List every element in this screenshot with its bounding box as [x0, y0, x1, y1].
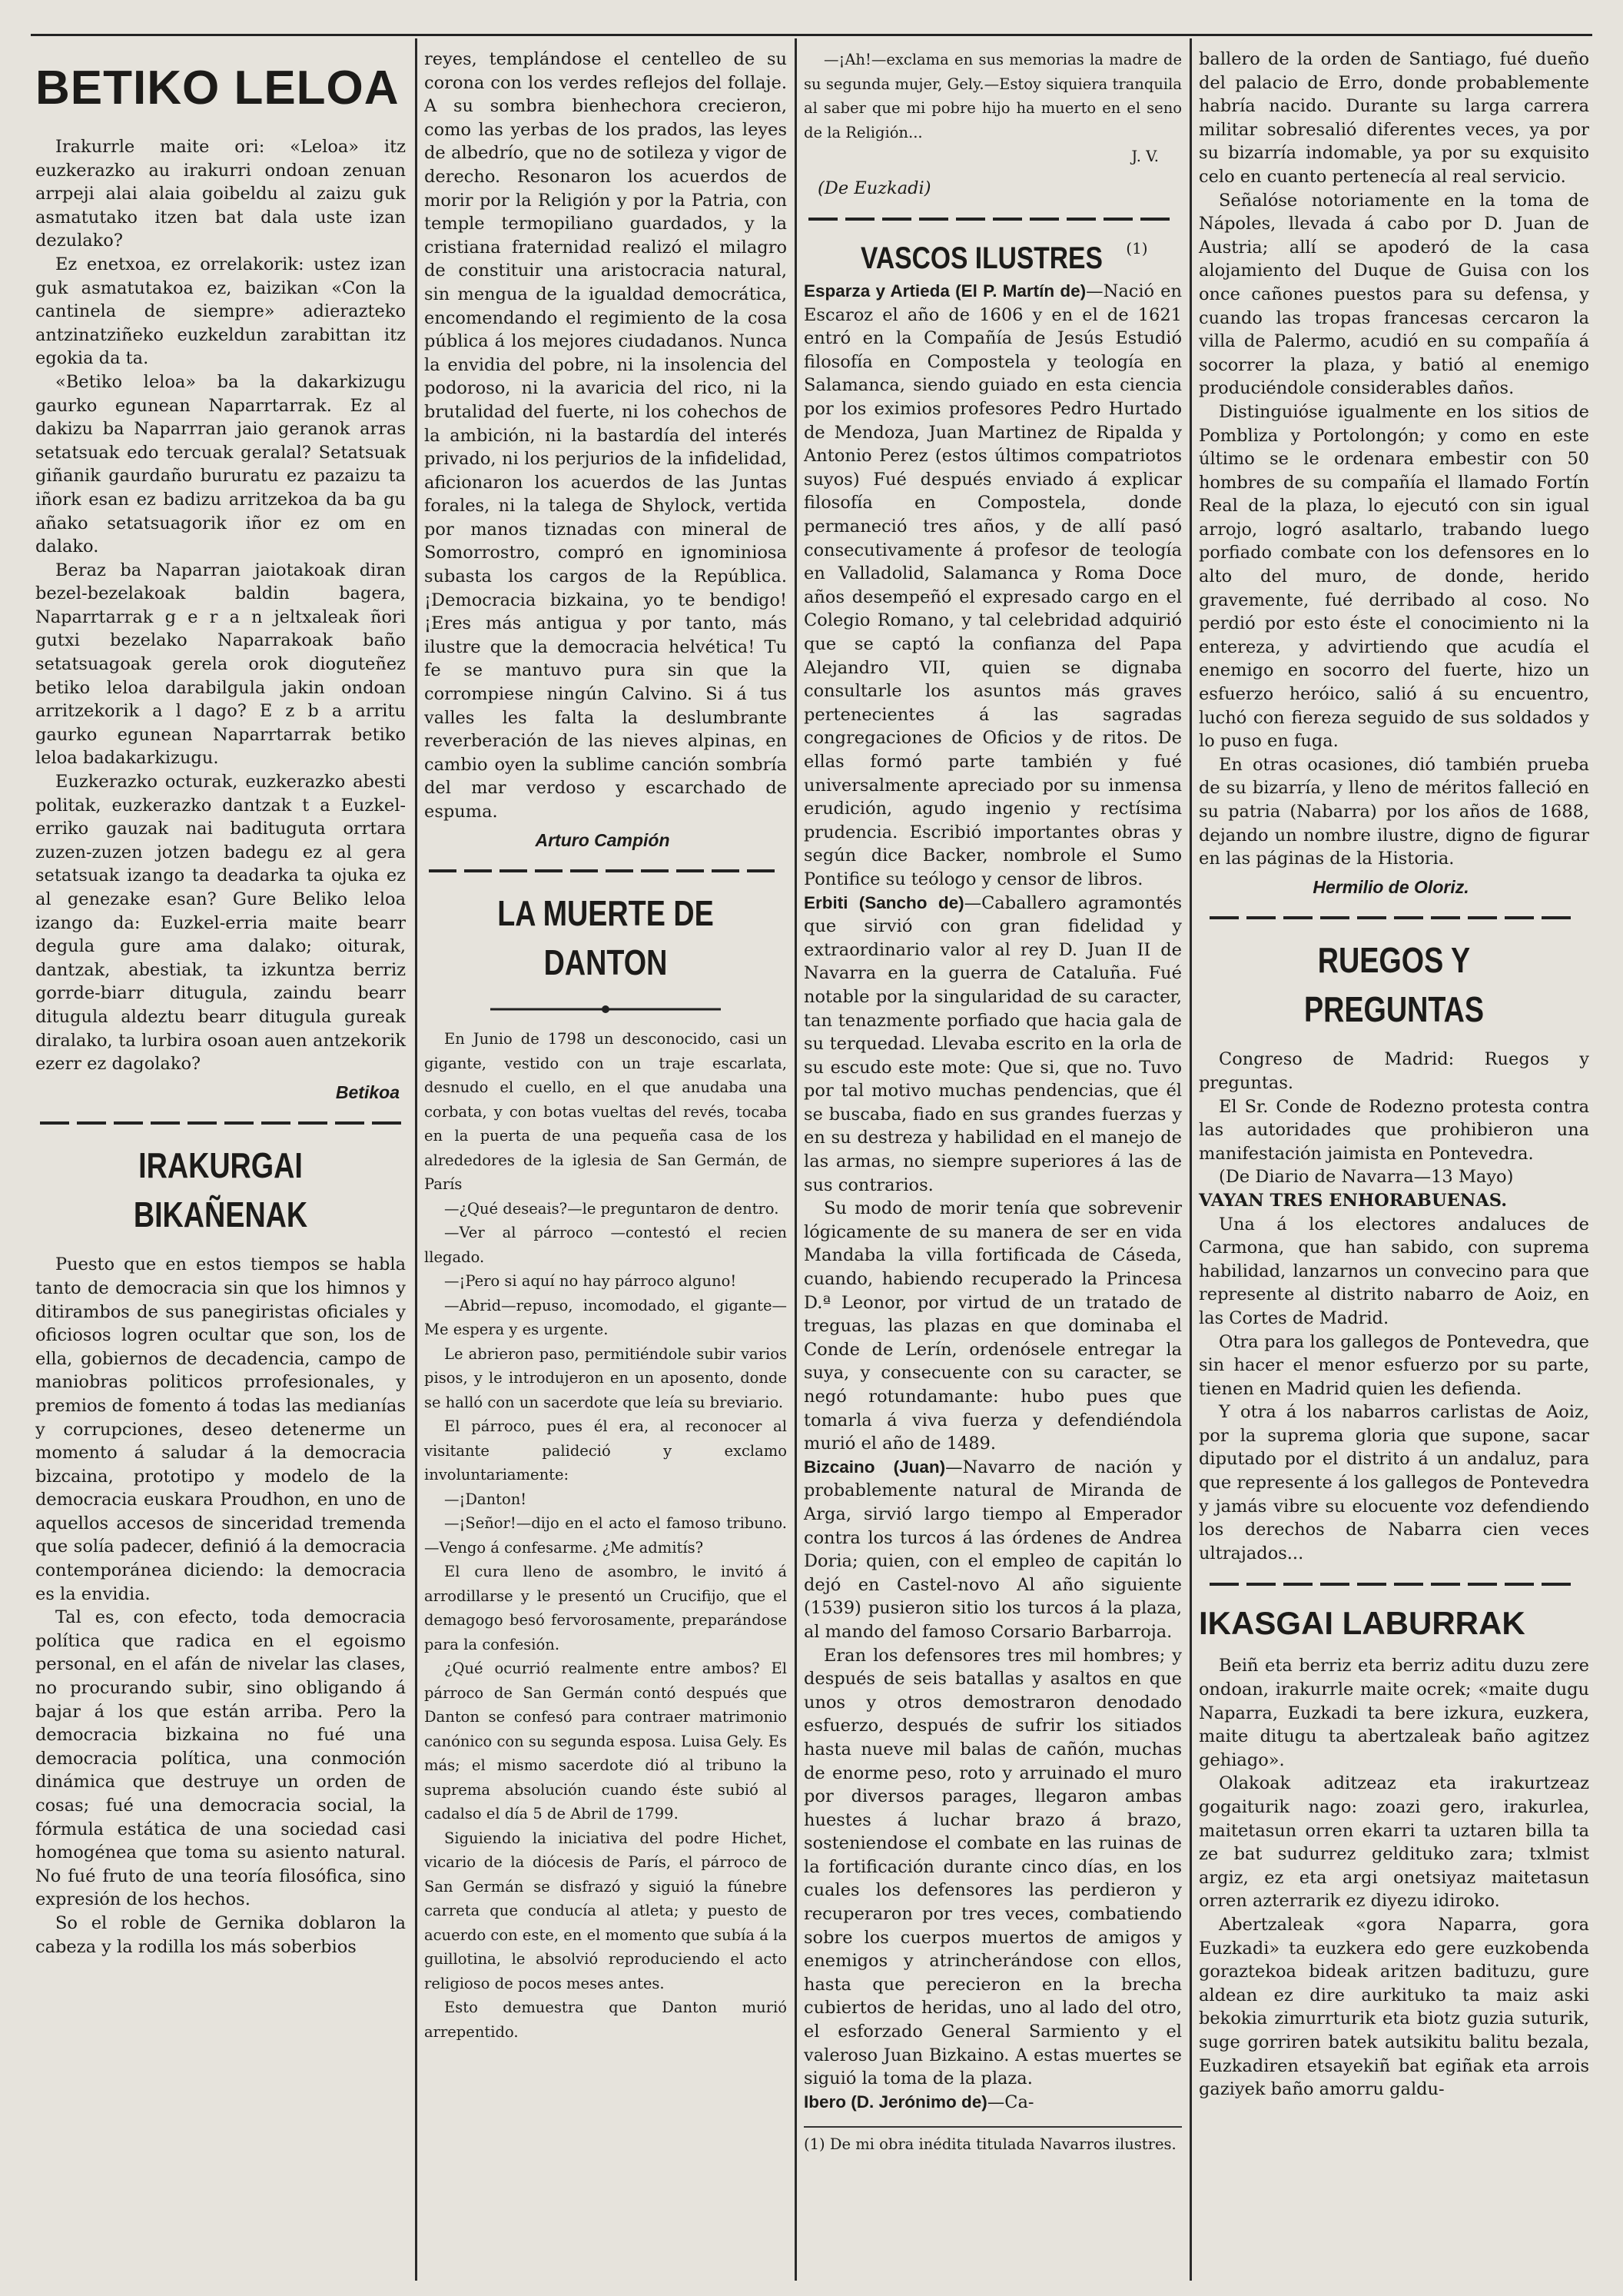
paragraph: —¡Danton!: [444, 1490, 527, 1508]
headline-irakurgai-bikanenak: IRAKURGAI BIKAÑENAK: [133, 1145, 308, 1235]
column-rule: [415, 38, 417, 2281]
paragraph: Euzkerazko octurak, euzkerazko abesti politak, euzkerazko dantzak t a Euzkel-erriko gauzak nai badituguta orrtara zuzen-zuzen jotzen badegu ez al gera setatsuak izango ta deadarka ta ojuka ez al genezake esan? Gure Beliko leloa izango da: Euzkel-erria maite bearr degula gure ama dalako; oiturak, dantzak, abestiak, ta izkuntza berriz gorrde-biarr ditugula, zaindu bearr ditugula aldeztu bearr ditugula gureak diralako, ta lurbira osoan auen antzekorik ezerr ez dagolako?: [35, 772, 406, 1075]
paragraph: Le abrieron paso, permitiéndole subir varios pisos, y le introdujeron en un aposento, donde se halló con un sacerdote que leía su breviario.: [424, 1344, 787, 1411]
column-1: [31, 48, 410, 2281]
quote: —¡Ah!—exclama en sus memorias la madre de su segunda mujer, Gely.—Estoy siquiera tranquila al saber que mi pobre hijo ha muerto en el seno de la Religión...: [804, 51, 1182, 141]
paragraph: En otras ocasiones, dió también prueba de su bizarría, y lleno de méritos falleció en su patria (Nabarra) por los años de 1688, dejando un nombre ilustre, digno de figurar en las páginas de la Historia.: [1199, 754, 1589, 869]
paragraph: —¡Pero si aquí no hay párroco alguno!: [444, 1272, 737, 1291]
ornament-divider: [424, 1001, 787, 1018]
entry-paragraph: [804, 280, 1182, 891]
headline-vascos-ilustres: VASCOS ILUSTRES: [861, 241, 1104, 276]
paragraph: Siguiendo la iniciativa del podre Hichet, vicario de la diócesis de París, el párroco de San Germán se disfrazó y siguió la fúnebre carreta que conducía al atleta; y puesto de acuerdo con este, en el momento que subía á la guillotina, le absolvió reproduciendo el acto religioso de pocos meses antes.: [424, 1829, 787, 1992]
entry-name: Bizcaino (Juan): [804, 1457, 946, 1477]
quote-signature: J. V.: [1131, 148, 1159, 165]
entry-name: Esparza y Artieda (El P. Martín de): [804, 281, 1087, 301]
paragraph: So el roble de Gernika doblaron la cabeza y la rodilla los más soberbios: [35, 1912, 406, 1957]
top-rule: [31, 34, 1592, 36]
headline-la-muerte-de-danton: LA MUERTE DE DANTON: [497, 893, 714, 983]
entry-paragraph: [804, 2091, 1182, 2115]
paragraph: reyes, templándose el centelleo de su corona con los verdes reflejos del follaje. A su sombra bienhechora crecieron, como las yerbas de los prados, las leyes de albedrío, que no de sotileza y vigor de derecho. Resonaron los acuerdos de morir por la Religión y por la Patria, con temple termopiliano guardados, y la cristiana fraternidad realizó el milagro de constituir una aristocracia natural, sin mengua de la igualdad democrática, encomendando el regimiento de la cosa pública á los mejores ciudadanos. Nunca la envidia del pobre, ni la insolencia del podoroso, ni la avaricia del rico, ni la brutalidad del fuerte, ni los cohechos de la ambición, ni la bastardía del interés privado, ni los perjurios de la infidelidad, aficionaron los acuerdos de las Juntas forales, ni la talega de Shylock, vertida por manos tiznadas con mineral de Somorrostro, compró en ignominiosa subasta los cargos de la República. ¡Democracia bizkaina, yo te bendigo! ¡Eres más antigua y por tanto, más ilustre que la democracia helvética! Tu fe se mantuvo pura sin que la corrompiese ningún Calvino. Si á tus valles les falta la deslumbrante reverberación de las nieves alpinas, en cambio oyen la sublime canción sombría del mar verdoso y escarchado de espuma.: [424, 49, 787, 822]
column-2: [420, 48, 792, 2281]
paragraph: Esto demuestra que Danton murió arrepentido.: [424, 1999, 787, 2041]
paragraph: Y otra á los nabarros carlistas de Aoiz, por la suprema gloria que supone, sacar diputado por el distrito á un andaluz, para que represente á los gallegos de Pontevedra y jamás vibre su elocuente voz defendiendo los derechos de Nabarra cien veces ultrajados...: [1199, 1402, 1589, 1563]
paragraph: Abertzaleak «gora Naparra, gora Euzkadi» ta euzkera edo gere euzkobenda goraztekoa bideak aritzen badituzu, gure aldean ez dire aurkituko ta maiz aski bekokia zimurrturik eta biotz guzia suturik, suge gorriren batek autsikitu balitu bezala, Euzkadiren etsayekiñ bat egiñak eta arrois gaziyek baño amorru galdu-: [1199, 1914, 1589, 2100]
entry-text: —Navarro de nación y probablemente natural de Miranda de Arga, sirvió largo tiempo al Emperador contra los turcos á las órdenes de Andrea Doria; quien, con el empleo de capitán lo dejó en Castel-novo Al año siguiente (1539) pusieron sitio los turcos á la plaza, al mando del famoso Corsario Barbarroja.: [804, 1457, 1182, 1642]
paragraph: ¿Qué ocurrió realmente entre ambos? El párroco de San Germán contó después que Danton se confesó para contraer matrimonio canónico con su segunda esposa. Luisa Gely. Es más; el mismo sacerdote dió al tribuno la suprema absolución cuando éste subió al cadalso el día 5 de Abril de 1799.: [424, 1660, 787, 1823]
entry-paragraph: [804, 1644, 1182, 2091]
paragraph: Beiñ eta berriz eta berriz aditu duzu zere ondoan, irakurrle maite ocrek; «maite dugu Naparra, Euzkadi ta bere izkura, euzkera, maite ditugu ta abertzaleak baño agitzez gehiago».: [1199, 1656, 1589, 1770]
entry-text: —Caballero agramontés que sirvió con gran fidelidad y extraordinario valor al rey D. Juan II de Navarra en la guerra de Cataluña. Fué notable por la singularidad de su caracter, tan tenazmente porfiado que hacia gala de su terquedad. Llevaba escrito en la orla de su escudo este mote: Que si, que no. Tuvo por tal motivo muchas pendencias, que él se buscaba, fiado en sus grandes fuerzas y en su destreza y habilidad en el manejo de las armas, no siempre superiores á las de sus contrarios.: [804, 892, 1183, 1195]
paragraph: El cura lleno de asombro, le invitó á arrodillarse y le presentó un Crucifijo, que el demagogo besó fervorosamente, preparándose para la confesión.: [424, 1563, 787, 1653]
paragraph: Beraz ba Naparran jaiotakoak diran bezel-bezelakoak baldin bagera, Naparrtarrak g e r a n jeltxaleak ñori gutxi bezelako Naparrakoak baño setatsuagoak gerela orok dioguteñez betiko leloa darabilgula jakin ondoan arritzekorik a l dago? E z b a arritu gaurko egunean Naparrtarrak betiko leloa badakarkizugu.: [35, 560, 406, 769]
paragraph: —¡Señor!—dijo en el acto el famoso tribuno.—Vengo á confesarme. ¿Me admitís?: [424, 1514, 787, 1557]
column-rule: [1190, 38, 1192, 2281]
entry-name: Ibero (D. Jerónimo de): [804, 2092, 987, 2112]
paragraph: Olakoak aditzeaz eta irakurtzeaz gogaiturik nago: zoazi gero, irakurlea, maitetasun orren ekarri ta uztaren billa ta ze bat sudurrez geldituko zara; txlmist argiz, ez eta argi onetsiyaz maitetasun orren azterrarik ez diyezu idiroko.: [1199, 1773, 1589, 1912]
entry-name: Erbiti (Sancho de): [804, 892, 964, 912]
paragraph: —Abrid—repuso, incomodado, el gigante—Me espera y es urgente.: [424, 1296, 787, 1339]
paragraph: Otra para los gallegos de Pontevedra, que sin hacer el menor esfuerzo por su parte, tienen en Madrid quien les defienda.: [1199, 1331, 1589, 1399]
ornament-divider: [1199, 909, 1589, 926]
entry-paragraph: [804, 1456, 1182, 1644]
headline-ikasgai-laburrak: IKASGAI LABURRAK: [1199, 1605, 1525, 1642]
paragraph: Una á los electores andaluces de Carmona, que han sabido, con suprema habilidad, lanzarnos un convecino para que represente al distrito nabarro de Aoiz, en las Cortes de Madrid.: [1199, 1214, 1589, 1328]
entry-text: Eran los defensores tres mil hombres; y después de seis batallas y asaltos en que unos y otros demostraron denodado esfuerzo, después de sufrir los sitiados hasta nueve mil balas de cañón, muchas de enorme peso, roto y arruinado el muro por diversos parages, llegaron ambas huestes á luchar brazo á brazo, sosteniendose el combate en las ruinas de la fortificación durante cinco días, en los cuales los defensores las perdieron y recuperaron por tres veces, combatiendo sobre los cuerpos muertos de amigos y enemigos y atrincherándose con ellos, hasta que perecieron en la brecha cubiertos de heridas, uno al lado del otro, el esforzado General Sarmiento y el valeroso Juan Bizkaino. A estas muertes se siguió la toma de la plaza.: [804, 1645, 1182, 2089]
footnote: (1) De mi obra inédita titulada Navarros ilustres.: [804, 2126, 1182, 2157]
paragraph: Distinguióse igualmente en los sitios de Pombliza y Portolongón; y como en este último se le ordenara embestir con 50 hombres de su compañía el llamado Fortín Real de la plaza, lo ejecutó con sin igual arrojo, logró asaltarlo, trabando luego porfiado combate con los defensores en lo alto del muro, de donde, herido gravemente, fué derribado al coso. No perdió por esto éste el conocimiento ni la entereza, y advirtiendo que acudía el enemigo en socorro del fuerte, hizo un esfuerzo heróico, salió á su encuentro, luchó con fiereza seguido de sus soldados y lo puso en fuga.: [1199, 401, 1589, 752]
signature: Arturo Campión: [535, 829, 670, 850]
ornament-divider: [804, 211, 1182, 228]
signature: Hermilio de Oloriz.: [1313, 876, 1469, 897]
entry-paragraph: [804, 892, 1182, 1198]
paragraph: El Sr. Conde de Rodezno protesta contra las autoridades que prohibieron una manifestación jaimista en Pontevedra.: [1199, 1096, 1589, 1164]
headline-betiko-leloa: BETIKO LELOA: [35, 61, 400, 115]
subheading: VAYAN TRES ENHORABUENAS.: [1199, 1190, 1508, 1211]
paragraph: Congreso de Madrid: Ruegos y preguntas.: [1199, 1049, 1589, 1093]
entry-text: Su modo de morir tenía que sobrevenir lógicamente de su manera de ser en vida Mandaba la villa fortificada de Cáseda, cuando, habiendo recuperado la Princesa D.ª Leonor, por virtud de un tratado de treguas, las plazas en que dominaba el Conde de Lerín, ordenósele entregar la suya, y consecuente con su caracter, se negó rotundamante: hubo pues que tomarla á viva fuerza y defendiéndola murió el año de 1489.: [804, 1198, 1182, 1454]
paragraph: Puesto que en estos tiempos se habla tanto de democracia sin que los himnos y ditirambos de sus panegiristas oficiales y oficiosos logren ocultar que son, los de ella, gobiernos de decadencia, campo de maniobras politicos prrofesionales, y premios de fomento á todas las medianías y corrupciones, deseo detenerme un momento á saludar á la democracia bizcaina, prototipo y modelo de la democracia euskara Proudhon, en uno de aquellos accesos de sinceridad tremenda que solía padecer, definió á la democracia contemporánea diciendo: la democracia es la envidia.: [35, 1254, 406, 1604]
entry-text: —Nació en Escaroz el año de 1606 y en el de 1621 entró en la Compañía de Jesús Estudió filosofía en Compostela y teología en Salamanca, siendo guiado en esta ciencia por los eximios profesores Pedro Hurtado de Mendoza, Juan Martinez de Ripalda y Antonio Perez (estos últimos compatriotos suyos) Fué después enviado á explicar filosofía en Compostela, donde permaneció tres años, y de allí pasó consecutivamente á profesor de teología en Valladolid, Salamanca y Roma Doce años desempeñó el expresado cargo en el Colegio Romano, y tal celebridad adquirió que se captó la confianza del Papa Alejandro VII, quien se dignaba consultarle los asuntos más graves pertenecientes á las sagradas congregaciones de Oficios y de ritos. De ellas formó parte también y fué universalmente apreciado por su inmensa erudición, agudo ingenio y rectísima prudencia. Escribió importantes obras y según dice Backer, nombrole el Sumo Pontifice su teólogo y censor de libros.: [804, 281, 1182, 889]
headline-ruegos-y-preguntas: RUEGOS Y PREGUNTAS: [1303, 940, 1485, 1030]
signature: Betikoa: [335, 1082, 400, 1102]
paragraph: «Betiko leloa» ba la dakarkizugu gaurko egunean Naparrtarrak. Ez al dakizu ba Naparrran jaio geranok arras setatsuak edo tercuak geralal? Setatsuak giñanik gaurdaño bururatu ez pazaizu ta iñork esan ez badizu arritzekoa da ba gu añako setatsuagorik iñor ez om en dalako.: [35, 371, 406, 557]
paragraph: (De Diario de Navarra—13 Mayo): [1219, 1167, 1514, 1188]
paragraph: Señalóse notoriamente en la toma de Nápoles, llevada á cabo por D. Juan de Austria; allí se apoderó de la casa alojamiento del Duque de Guisa con los once cañones puestos para su defensa, y cuando las tropas francesas cercaron la villa de Palermo, acudió en su compañía á socorrer la plaza, y batió al enemigo produciéndole considerables daños.: [1199, 190, 1589, 399]
ornament-divider: [424, 862, 787, 879]
source-line: (De Euzkadi): [818, 178, 931, 198]
column-rule: [795, 38, 797, 2281]
ornament-divider: [35, 1115, 406, 1131]
column-4: [1194, 48, 1594, 2281]
footnote-marker: (1): [1126, 239, 1148, 258]
paragraph: En Junio de 1798 un desconocido, casi un gigante, vestido con un traje escarlata, desnudo el cuello, en el que anudaba una corbata, y con botas vueltas del revés, tocaba en la puerta de una pequeña casa de los alrededores de la iglesia de San Germán, de París: [424, 1030, 787, 1194]
entry-text: —Ca-: [987, 2092, 1034, 2112]
paragraph: ballero de la orden de Santiago, fué dueño del palacio de Erro, donde probablemente habría nacido. Durante su larga carrera militar sobresalió diferentes veces, ya por su bizarría indomable, ya por su exquisito celo en cuanto pertenecía al real servicio.: [1199, 49, 1589, 187]
headline-wrap: [804, 237, 1182, 280]
paragraph: Ez enetxoa, ez orrelakorik: ustez izan guk asmatutakoa ez, baizikan «Con la cantinela de siempre» adierazteko antzinatziñeko euzkeldun zarabittan itz egokia da ta.: [35, 254, 406, 369]
paragraph: —¿Qué deseais?—le preguntaron de dentro.: [444, 1199, 779, 1218]
entries-list: [804, 280, 1182, 2114]
entry-paragraph: [804, 1197, 1182, 1456]
ornament-divider: [1199, 1576, 1589, 1593]
paragraph: El párroco, pues él era, al reconocer al visitante palideció y exclamo involuntariamente:: [424, 1417, 787, 1484]
paragraph: Irakurrle maite ori: «Leloa» itz euzkerazko au irakurri ondoan zenuan arrpeji alai alaia goibeldu al zaizu guk asmatutako itzen bat dala uste izan dezulako?: [35, 137, 406, 251]
paragraph: —Ver al párroco —contestó el recien llegado.: [424, 1224, 787, 1266]
column-3: [799, 48, 1187, 2281]
paragraph: Tal es, con efecto, toda democracia política que radica en el egoismo personal, en el afán de nivelar las clases, no procurando subir, sino obligando á bajar á los que están arriba. Pero la democracia bizkaina no fué una democracia política, una conmoción dinámica que destruye un orden de cosas; fué una democracia social, la fórmula estática de una sociedad casi homogénea que toma su asiento natural. No fué fruto de una teoría filosófica, sino expresión de los hechos.: [35, 1607, 406, 1910]
